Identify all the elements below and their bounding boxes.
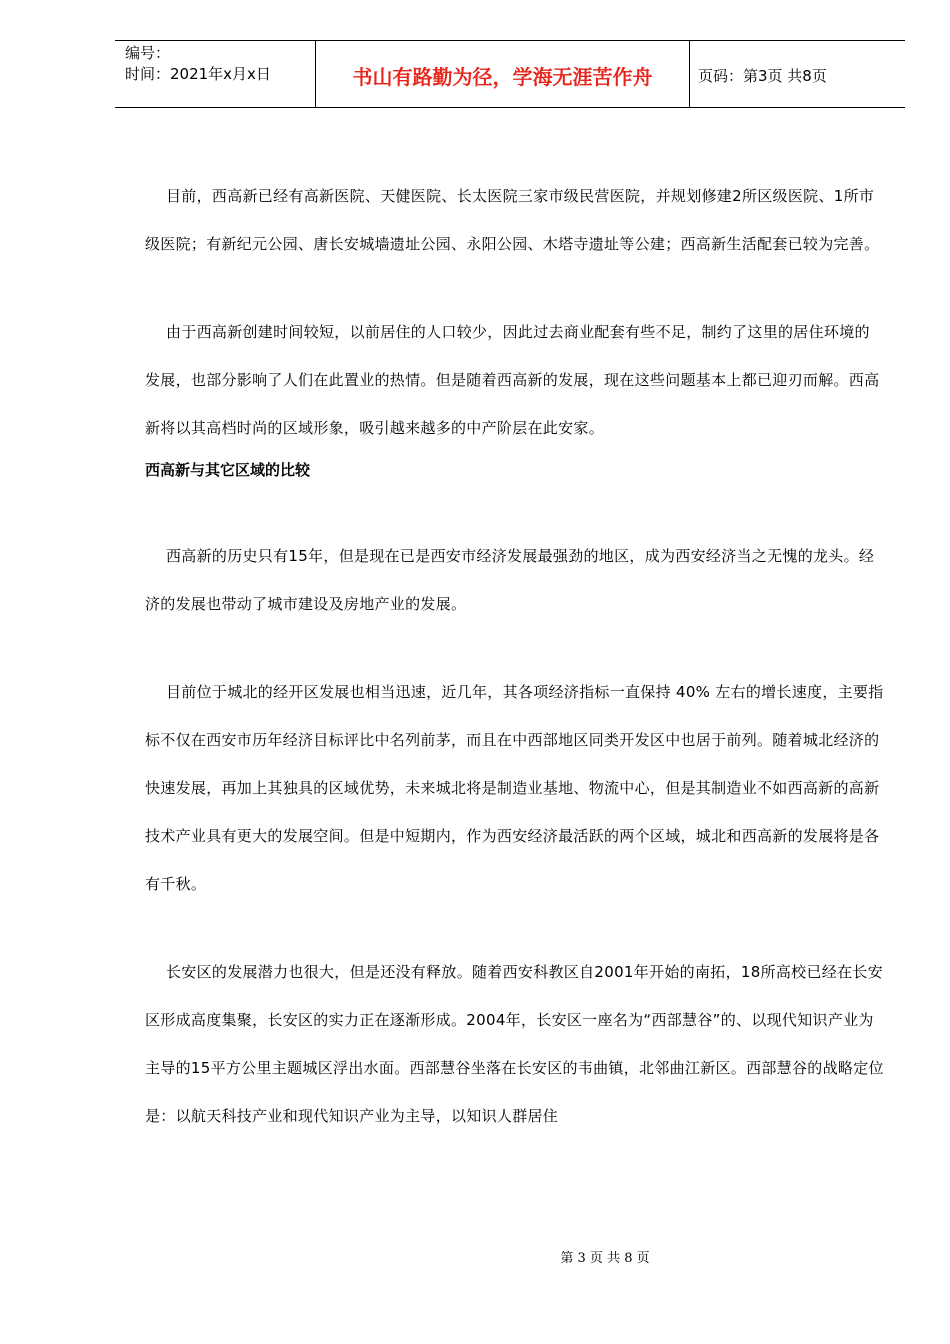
paragraph-text: 目前位于城北的经开区发展也相当迅速，近几年，其各项经济指标一直保持 40% 左右的增长速度，主要指标不仅在西安市历年经济目标评比中名列前茅，而且在中西部地区同类开发区中也居于前列。随着城北经济的快速发展，再加上其独具的区域优势，未来城北将是制造业基地、物流中心，但是其制造业不如西高新的高新技术产业具有更大的发展空间。但是中短期内，作为西安经济最活跃的两个区域，城北和西高新的发展将是各有千秋。 — [145, 683, 884, 893]
header-motto: 书山有路勤为径，学海无涯苦作舟 — [316, 41, 690, 107]
paragraph-text: 由于西高新创建时间较短，以前居住的人口较少，因此过去商业配套有些不足，制约了这里的居住环境的发展，也部分影响了人们在此置业的热情。但是随着西高新的发展，现在这些问题基本上都已迎刃而解。西高新将以其高档时尚的区域形象，吸引越来越多的中产阶层在此安家。 — [145, 323, 880, 437]
paragraph — [145, 668, 885, 908]
paragraph-text: 长安区的发展潜力也很大，但是还没有释放。随着西安科教区自2001年开始的南拓，18所高校已经在长安区形成高度集聚，长安区的实力正在逐渐形成。2004年，长安区一座名为“西部慧谷”的、以现代知识产业为主导的15平方公里主题城区浮出水面。西部慧谷坐落在长安区的韦曲镇，北邻曲江新区。西部慧谷的战略定位是：以航天科技产业和现代知识产业为主导，以知识人群居住 — [145, 963, 884, 1125]
page-footer — [0, 1247, 950, 1266]
paragraph-text: 目前，西高新已经有高新医院、天健医院、长太医院三家市级民营医院，并规划修建2所区级医院、1所市级医院；有新纪元公园、唐长安城墙遗址公园、永阳公园、木塔寺遗址等公建；西高新生活配套已较为完善。 — [145, 187, 880, 253]
header-meta — [115, 41, 316, 107]
page-header — [115, 40, 905, 108]
document-number-label: 编号： — [125, 44, 171, 62]
document-body — [145, 172, 885, 1140]
paragraph — [145, 948, 885, 1140]
footer-page-number: 第 3 页 共 8 页 — [560, 1251, 650, 1266]
paragraph — [145, 172, 885, 268]
header-page-label: 页码：第3页 共8页 — [698, 67, 827, 85]
section-heading: 西高新与其它区域的比较 — [145, 461, 311, 479]
paragraph — [145, 532, 885, 628]
paragraph — [145, 308, 885, 452]
paragraph-text: 西高新的历史只有15年，但是现在已是西安市经济发展最强劲的地区，成为西安经济当之无愧的龙头。经济的发展也带动了城市建设及房地产业的发展。 — [145, 547, 875, 613]
document-time-label: 时间：2021年x月x日 — [125, 65, 271, 83]
